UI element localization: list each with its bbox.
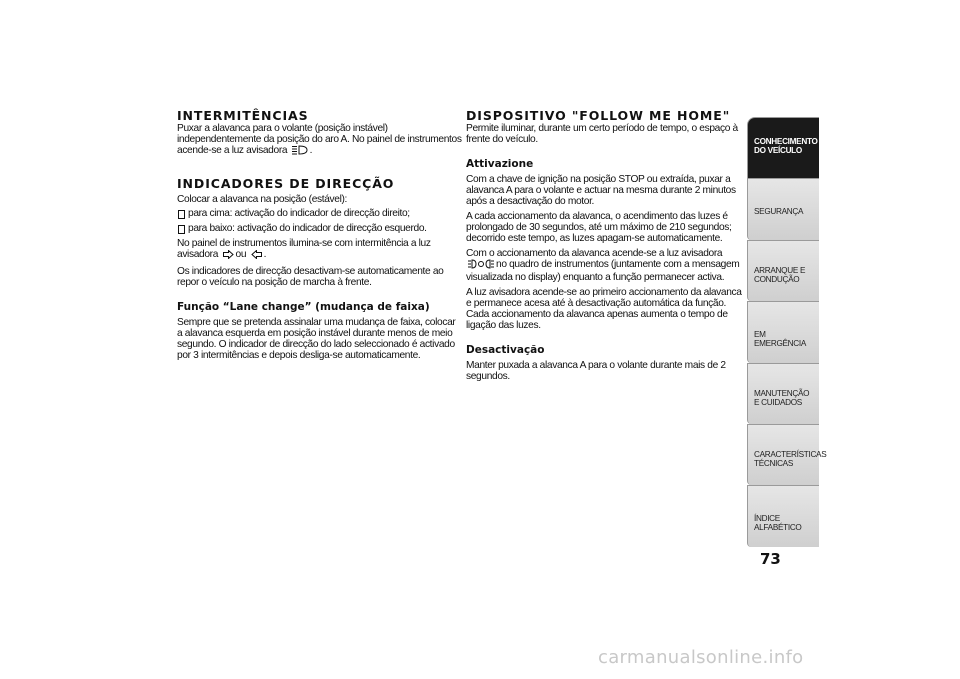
heading-lane-change: Função “Lane change” (mudança de faixa) xyxy=(177,301,430,313)
text-painel-end: . xyxy=(263,249,267,260)
tab-manutencao[interactable]: MANUTENÇÃO E CUIDADOS xyxy=(747,363,819,424)
text-colocar: Colocar a alavanca na posição (estável): xyxy=(177,194,348,205)
text-luz-avisadora: Com o accionamento da alavanca acende-se a luz avisadora xyxy=(466,248,723,259)
text-intermitencias: Puxar a alavanca para o volante (posição instável) independentemente da posição do aro A. No painel de instrumentos acende-se a luz avisadora xyxy=(177,123,462,156)
text-intermitencias-end: . xyxy=(309,145,313,156)
watermark: carmanualsonline.info xyxy=(598,647,804,668)
tab-caracteristicas[interactable]: CARACTERÍSTICAS TÉCNICAS xyxy=(747,424,819,485)
paragraph-lane-change: Sempre que se pretenda assinalar uma mudança de faixa, colocar a alavanca esquerda em posição instável durante menos de meio segundo. O indicador de direcção do lado seleccionado é activado por 3 intermitências e depois desliga-se automaticamente. xyxy=(177,317,456,361)
right-column xyxy=(466,108,743,382)
bullet-text-left: para baixo: activação do indicador de direcção esquerdo. xyxy=(188,223,427,234)
heading-attivazione: Attivazione xyxy=(466,158,534,170)
paragraph-desactivam: Os indicadores de direcção desactivam-se automaticamente ao repor o veículo na posição de marcha à frente. xyxy=(177,266,444,288)
left-column xyxy=(177,108,462,361)
chapter-tabs xyxy=(747,117,827,547)
heading-intermitencias: INTERMITÊNCIAS xyxy=(177,108,309,123)
heading-indicadores: INDICADORES DE DIRECÇÃO xyxy=(177,176,395,191)
text-ou: ou xyxy=(235,249,247,260)
bullet-item xyxy=(177,208,462,219)
paragraph-intermitencias xyxy=(177,123,462,158)
paragraph-accionamento: A cada accionamento da alavanca, o acendimento das luzes é prolongado de 30 segundos, até um máximo de 210 segundos; decorrido este tempo, as luzes apagam-se automaticamente. xyxy=(466,211,732,244)
follow-me-home-icon xyxy=(468,259,494,272)
tab-emergencia[interactable]: EM EMERGÊNCIA xyxy=(747,301,819,362)
text-painel: No painel de instrumentos ilumina-se com intermitência a luz avisadora xyxy=(177,238,431,260)
tab-arranque[interactable]: ARRANQUE E CONDUÇÃO xyxy=(747,240,819,301)
paragraph-permite: Permite iluminar, durante um certo período de tempo, o espaço à frente do veículo. xyxy=(466,123,738,145)
high-beam-icon xyxy=(292,145,308,158)
tab-seguranca[interactable]: SEGURANÇA xyxy=(747,178,819,239)
text-luz-avisadora-cont: no quadro de instrumentos (juntamente com a mensagem visualizada no display) enquanto a função permanecer activa. xyxy=(466,259,740,283)
paragraph-chave: Com a chave de ignição na posição STOP ou extraída, puxar a alavanca A para o volante e actuar na mesma durante 2 minutos após a desactivação do motor. xyxy=(466,174,736,207)
arrow-right-icon xyxy=(223,250,234,262)
page-number: 73 xyxy=(760,550,781,568)
bullet-text-right: para cima: activação do indicador de direcção direito; xyxy=(188,208,410,219)
tab-indice[interactable]: ÍNDICE ALFABÉTICO xyxy=(747,485,819,546)
heading-follow-me-home: DISPOSITIVO "FOLLOW ME HOME" xyxy=(466,108,731,123)
paragraph-primeiro: A luz avisadora acende-se ao primeiro accionamento da alavanca e permanece acesa até à desactivação automática da função. Cada accionamento da alavanca apenas aumenta o tempo de ligação das luzes. xyxy=(466,287,742,331)
paragraph-manter: Manter puxada a alavanca A para o volante durante mais de 2 segundos. xyxy=(466,360,726,382)
bullet-box-icon xyxy=(178,225,185,234)
paragraph-painel xyxy=(177,238,462,262)
tab-conhecimento[interactable]: CONHECIMENTO DO VEÍCULO xyxy=(747,117,819,178)
paragraph-luz-avisadora xyxy=(466,248,743,283)
bullet-item xyxy=(177,223,462,234)
bullet-box-icon xyxy=(178,210,185,219)
arrow-left-icon xyxy=(251,250,262,262)
heading-desactivacao: Desactivação xyxy=(466,344,545,356)
